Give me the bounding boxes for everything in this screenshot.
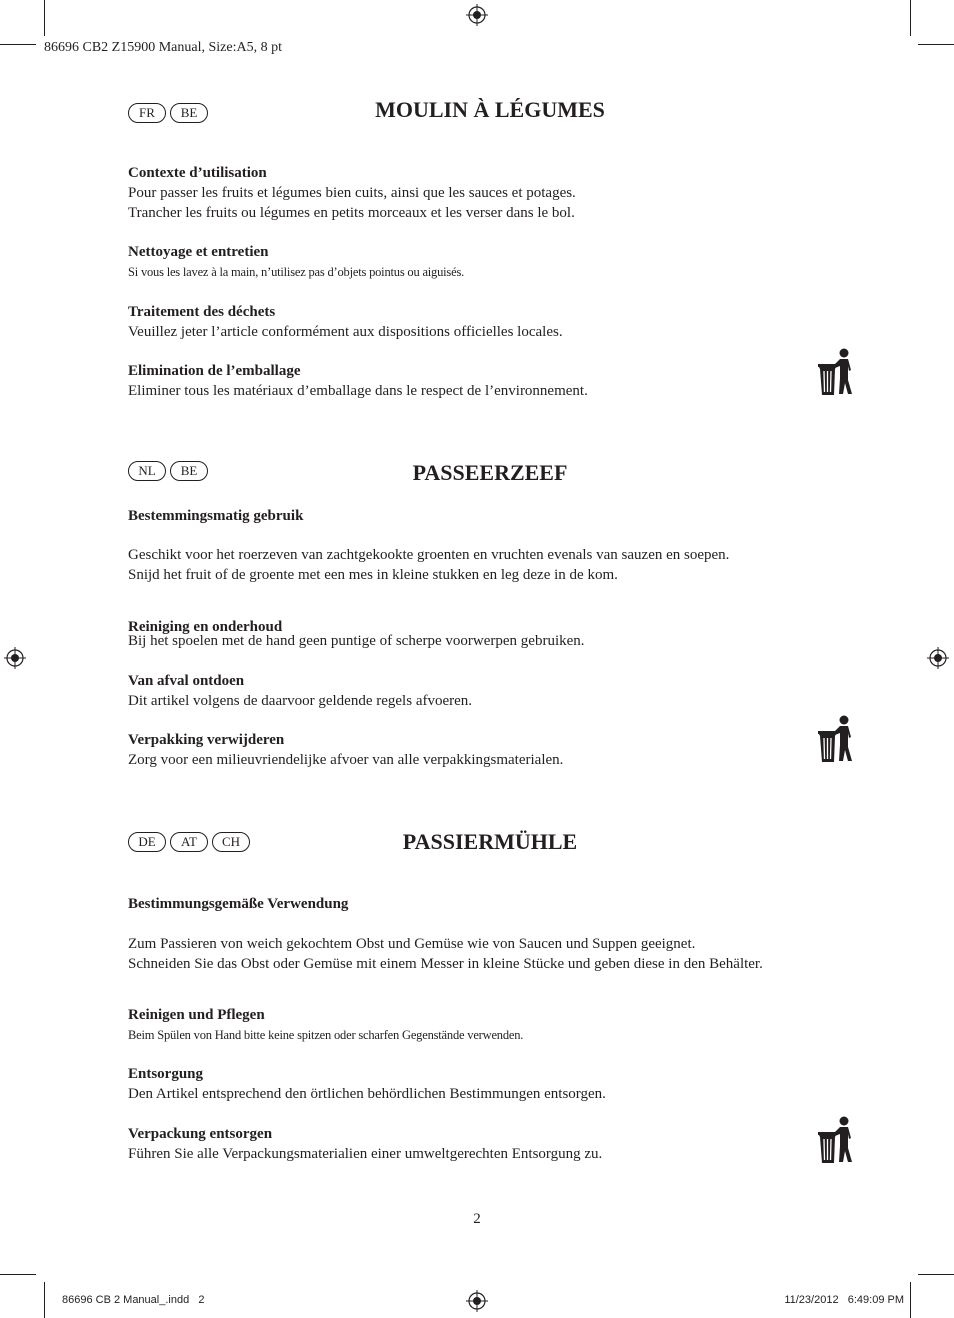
block-heading: Verpakking verwijderen — [128, 732, 285, 748]
language-badge: BE — [170, 461, 208, 481]
block-heading: Reiniging en onderhoud — [128, 619, 283, 635]
body-text: Trancher les fruits ou légumes en petits morceaux et les verser dans le bol. — [128, 205, 575, 221]
body-text: Schneiden Sie das Obst oder Gemüse mit einem Messer in kleine Stücke und geben diese in den Behälter. — [128, 956, 763, 972]
language-badge: CH — [212, 832, 250, 852]
registration-mark-icon — [466, 4, 488, 26]
block-heading: Verpackung entsorgen — [128, 1126, 273, 1142]
body-text: Snijd het fruit of de groente met een mes in kleine stukken en leg deze in de kom. — [128, 567, 618, 583]
body-text: Dit artikel volgens de daarvoor geldende regels afvoeren. — [128, 693, 473, 709]
body-text: Eliminer tous les matériaux d’emballage dans le respect de l’environnement. — [128, 383, 588, 399]
section-title: PASSIERMÜHLE — [402, 829, 578, 854]
registration-mark-icon — [466, 1290, 488, 1312]
body-text: Bij het spoelen met de hand geen puntige of scherpe voorwerpen gebruiken. — [128, 633, 585, 649]
block-heading: Entsorgung — [128, 1066, 204, 1082]
body-text: Zum Passieren von weich gekochtem Obst und Gemüse wie von Saucen und Suppen geeignet. — [128, 936, 696, 952]
language-badge: AT — [170, 832, 208, 852]
crop-mark — [44, 0, 45, 36]
registration-mark-icon — [4, 647, 26, 669]
registration-mark-icon — [927, 647, 949, 669]
block-heading: Bestemmingsmatig gebruik — [128, 508, 304, 524]
body-text: Geschikt voor het roerzeven van zachtgekookte groenten en vruchten evenals van sauzen en soepen. — [128, 547, 730, 563]
crop-mark — [0, 44, 36, 45]
page-number: 2 — [473, 1211, 481, 1227]
section-title: PASSEERZEEF — [412, 460, 568, 485]
slug-line: 86696 CB2 Z15900 Manual, Size:A5, 8 pt — [44, 40, 282, 55]
body-text: Beim Spülen von Hand bitte keine spitzen oder scharfen Gegenstände verwenden. — [128, 1028, 524, 1042]
crop-mark — [910, 0, 911, 36]
footer-timestamp: 11/23/2012 6:49:09 PM — [784, 1294, 904, 1306]
language-badge: NL — [128, 461, 166, 481]
language-badge: DE — [128, 832, 166, 852]
crop-mark — [0, 1274, 36, 1275]
block-heading: Elimination de l’emballage — [128, 363, 301, 379]
recycle-bin-person-icon — [818, 715, 854, 763]
crop-mark — [918, 1274, 954, 1275]
recycle-bin-person-icon — [818, 348, 854, 396]
crop-mark — [910, 1282, 911, 1318]
body-text: Den Artikel entsprechend den örtlichen behördlichen Bestimmungen entsorgen. — [128, 1086, 606, 1102]
body-text: Si vous les lavez à la main, n’utilisez pas d’objets pointus ou aiguisés. — [128, 265, 465, 279]
section-title: MOULIN À LÉGUMES — [375, 97, 605, 122]
block-heading: Bestimmungsgemäße Verwendung — [128, 896, 349, 912]
block-heading: Reinigen und Pflegen — [128, 1007, 265, 1023]
crop-mark — [918, 44, 954, 45]
body-text: Führen Sie alle Verpackungsmaterialien einer umweltgerechten Entsorgung zu. — [128, 1146, 603, 1162]
recycle-bin-person-icon — [818, 1116, 854, 1164]
block-heading: Van afval ontdoen — [128, 673, 245, 689]
block-heading: Contexte d’utilisation — [128, 165, 267, 181]
language-badge: BE — [170, 103, 208, 123]
body-text: Zorg voor een milieuvriendelijke afvoer van alle verpakkingsmaterialen. — [128, 752, 564, 768]
block-heading: Traitement des déchets — [128, 304, 276, 320]
footer-file-name: 86696 CB 2 Manual_.indd 2 — [62, 1294, 205, 1306]
body-text: Veuillez jeter l’article conformément aux dispositions officielles locales. — [128, 324, 563, 340]
language-badge: FR — [128, 103, 166, 123]
body-text: Pour passer les fruits et légumes bien cuits, ainsi que les sauces et potages. — [128, 185, 576, 201]
crop-mark — [44, 1282, 45, 1318]
block-heading: Nettoyage et entretien — [128, 244, 269, 260]
